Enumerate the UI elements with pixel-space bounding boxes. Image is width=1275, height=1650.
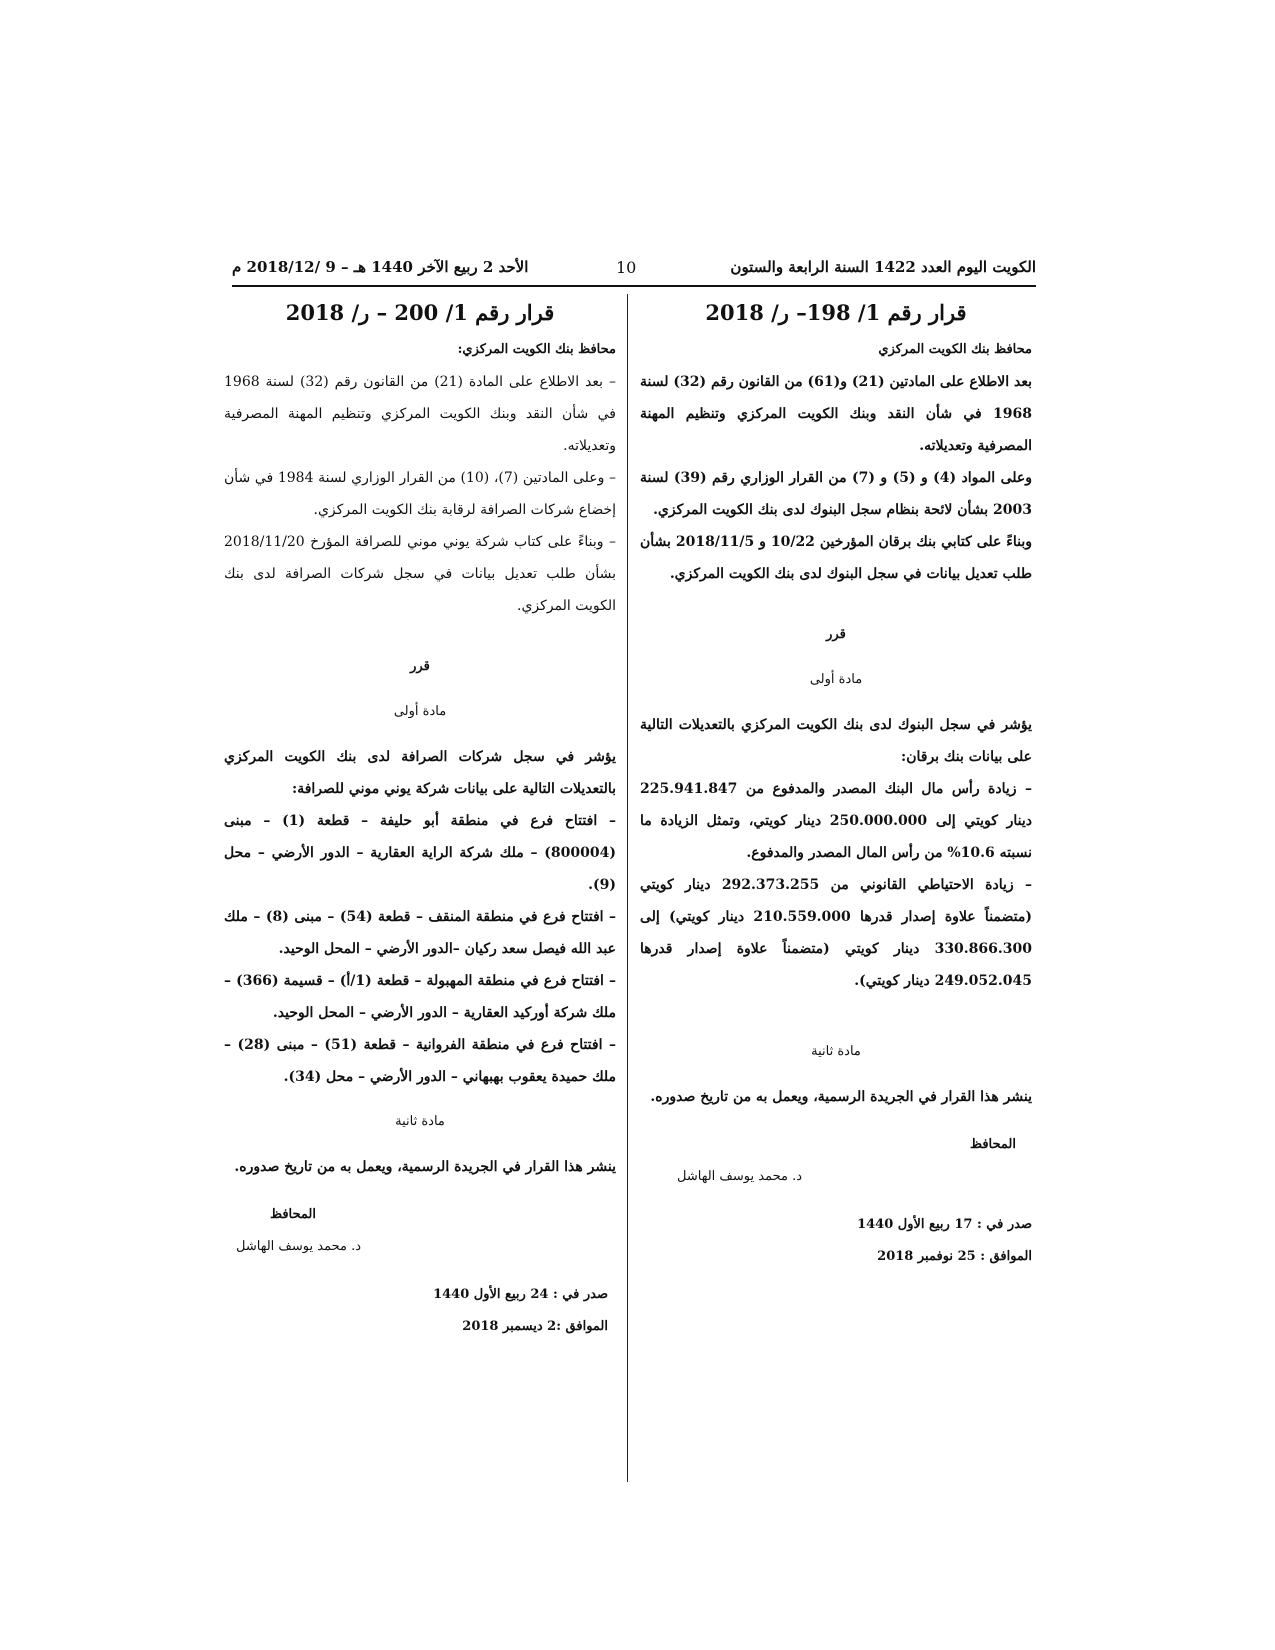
decided-heading: قرر — [410, 659, 430, 674]
governor-name: د. محمد يوسف الهاشل — [677, 1169, 802, 1184]
issued-hijri: صدر في : 17 ربيع الأول 1440 — [857, 1217, 1032, 1232]
article-item: – افتتاح فرع في منطقة المنقف – قطعة (54) – مبنى (8) – ملك عبد الله فيصل سعد ركيان –الدور الأرضي – المحل الوحيد. — [224, 909, 616, 957]
governor-label: المحافظ — [270, 1207, 316, 1222]
issuer-line: محافظ بنك الكويت المركزي — [878, 342, 1032, 357]
decision-title: قرار رقم 1/ 200 – ر/ 2018 — [285, 300, 555, 325]
decided-heading: قرر — [826, 627, 846, 642]
preamble-paragraph: – وعلى المادتين (7)، (10) من القرار الوزاري لسنة 1984 في شأن إخضاع شركات الصرافة لرقابة بنك الكويت المركزي. — [224, 470, 616, 518]
gazette-issue-info: الكويت اليوم العدد 1422 السنة الرابعة والستون — [730, 258, 1036, 276]
article-item: – زيادة الاحتياطي القانوني من 292.373.255 دينار كويتي (متضمناً علاوة إصدار قدرها 210.559.000 دينار كويتي) إلى 330.866.300 دينار كويتي (متضمناً علاوة إصدار قدرها 249.052.045 دينار كويتي). — [640, 877, 1032, 989]
article-heading: مادة أولى — [393, 704, 447, 719]
governor-label: المحافظ — [970, 1137, 1016, 1152]
article-heading: مادة ثانية — [811, 1044, 861, 1059]
article-item: – افتتاح فرع في منطقة أبو حليفة – قطعة (1) – مبنى (800004) – ملك شركة الراية العقارية – الدور الأرضي – محل (9). — [224, 813, 616, 893]
preamble-paragraph: – وبناءً على كتاب شركة يوني موني للصرافة المؤرخ 2018/11/20 بشأن طلب تعديل بيانات في سجل شركات الصرافة لدى بنك الكويت المركزي. — [224, 534, 616, 614]
issuer-line: محافظ بنك الكويت المركزي: — [457, 342, 616, 357]
preamble-paragraph: بعد الاطلاع على المادتين (21) و(61) من القانون رقم (32) لسنة 1968 في شأن النقد وبنك الكويت المركزي وتنظيم المهنة المصرفية وتعديلاته. — [640, 374, 1032, 454]
page-header — [232, 258, 1036, 288]
article-text: ينشر هذا القرار في الجريدة الرسمية، ويعمل به من تاريخ صدوره. — [234, 1159, 616, 1175]
column-divider — [627, 294, 628, 1482]
decision-200-column — [224, 296, 616, 1343]
article-intro: يؤشر في سجل البنوك لدى بنك الكويت المركزي بالتعديلات التالية على بيانات بنك برقان: — [640, 717, 1032, 765]
article-item: – افتتاح فرع في منطقة المهبولة – قطعة (1/أ) – قسيمة (366) – ملك شركة أوركيد العقارية – الدور الأرضي – المحل الوحيد. — [224, 973, 617, 1021]
decision-title: قرار رقم 1/ 198– ر/ 2018 — [705, 300, 967, 325]
article-heading: مادة ثانية — [395, 1114, 445, 1129]
article-heading: مادة أولى — [809, 672, 863, 687]
issue-date: الأحد 2 ربيع الآخر 1440 هـ – 9 /2018/12 م — [232, 258, 529, 276]
issued-gregorian: الموافق :2 ديسمبر 2018 — [462, 1319, 608, 1334]
issued-hijri: صدر في : 24 ربيع الأول 1440 — [433, 1287, 608, 1302]
article-item: – زيادة رأس مال البنك المصدر والمدفوع من 225.941.847 دينار كويتي إلى 250.000.000 دينار كويتي، وتمثل الزيادة ما نسبته 10.6% من رأس المال المصدر والمدفوع. — [640, 781, 1032, 861]
article-text: ينشر هذا القرار في الجريدة الرسمية، ويعمل به من تاريخ صدوره. — [650, 1089, 1032, 1105]
preamble-paragraph: وعلى المواد (4) و (5) و (7) من القرار الوزاري رقم (39) لسنة 2003 بشأن لائحة بنظام سجل البنوك لدى بنك الكويت المركزي. — [640, 470, 1032, 518]
issued-gregorian: الموافق : 25 نوفمبر 2018 — [877, 1249, 1032, 1264]
article-item: – افتتاح فرع في منطقة الفروانية – قطعة (51) – مبنى (28) – ملك حميدة يعقوب بهبهاني – الدور الأرضي – محل (34). — [224, 1037, 616, 1085]
decision-198-column — [640, 296, 1032, 1273]
header-divider — [232, 285, 1036, 287]
preamble-paragraph: – بعد الاطلاع على المادة (21) من القانون رقم (32) لسنة 1968 في شأن النقد وبنك الكويت المركزي وتنظيم المهنة المصرفية وتعديلاته. — [224, 374, 616, 454]
preamble-paragraph: وبناءً على كتابي بنك برقان المؤرخين 10/22 و 2018/11/5 بشأن طلب تعديل بيانات في سجل البنوك لدى بنك الكويت المركزي. — [640, 534, 1032, 582]
governor-name: د. محمد يوسف الهاشل — [236, 1239, 361, 1254]
page-number: 10 — [616, 258, 637, 277]
article-intro: يؤشر في سجل شركات الصرافة لدى بنك الكويت المركزي بالتعديلات التالية على بيانات شركة يوني موني للصرافة: — [224, 749, 616, 797]
